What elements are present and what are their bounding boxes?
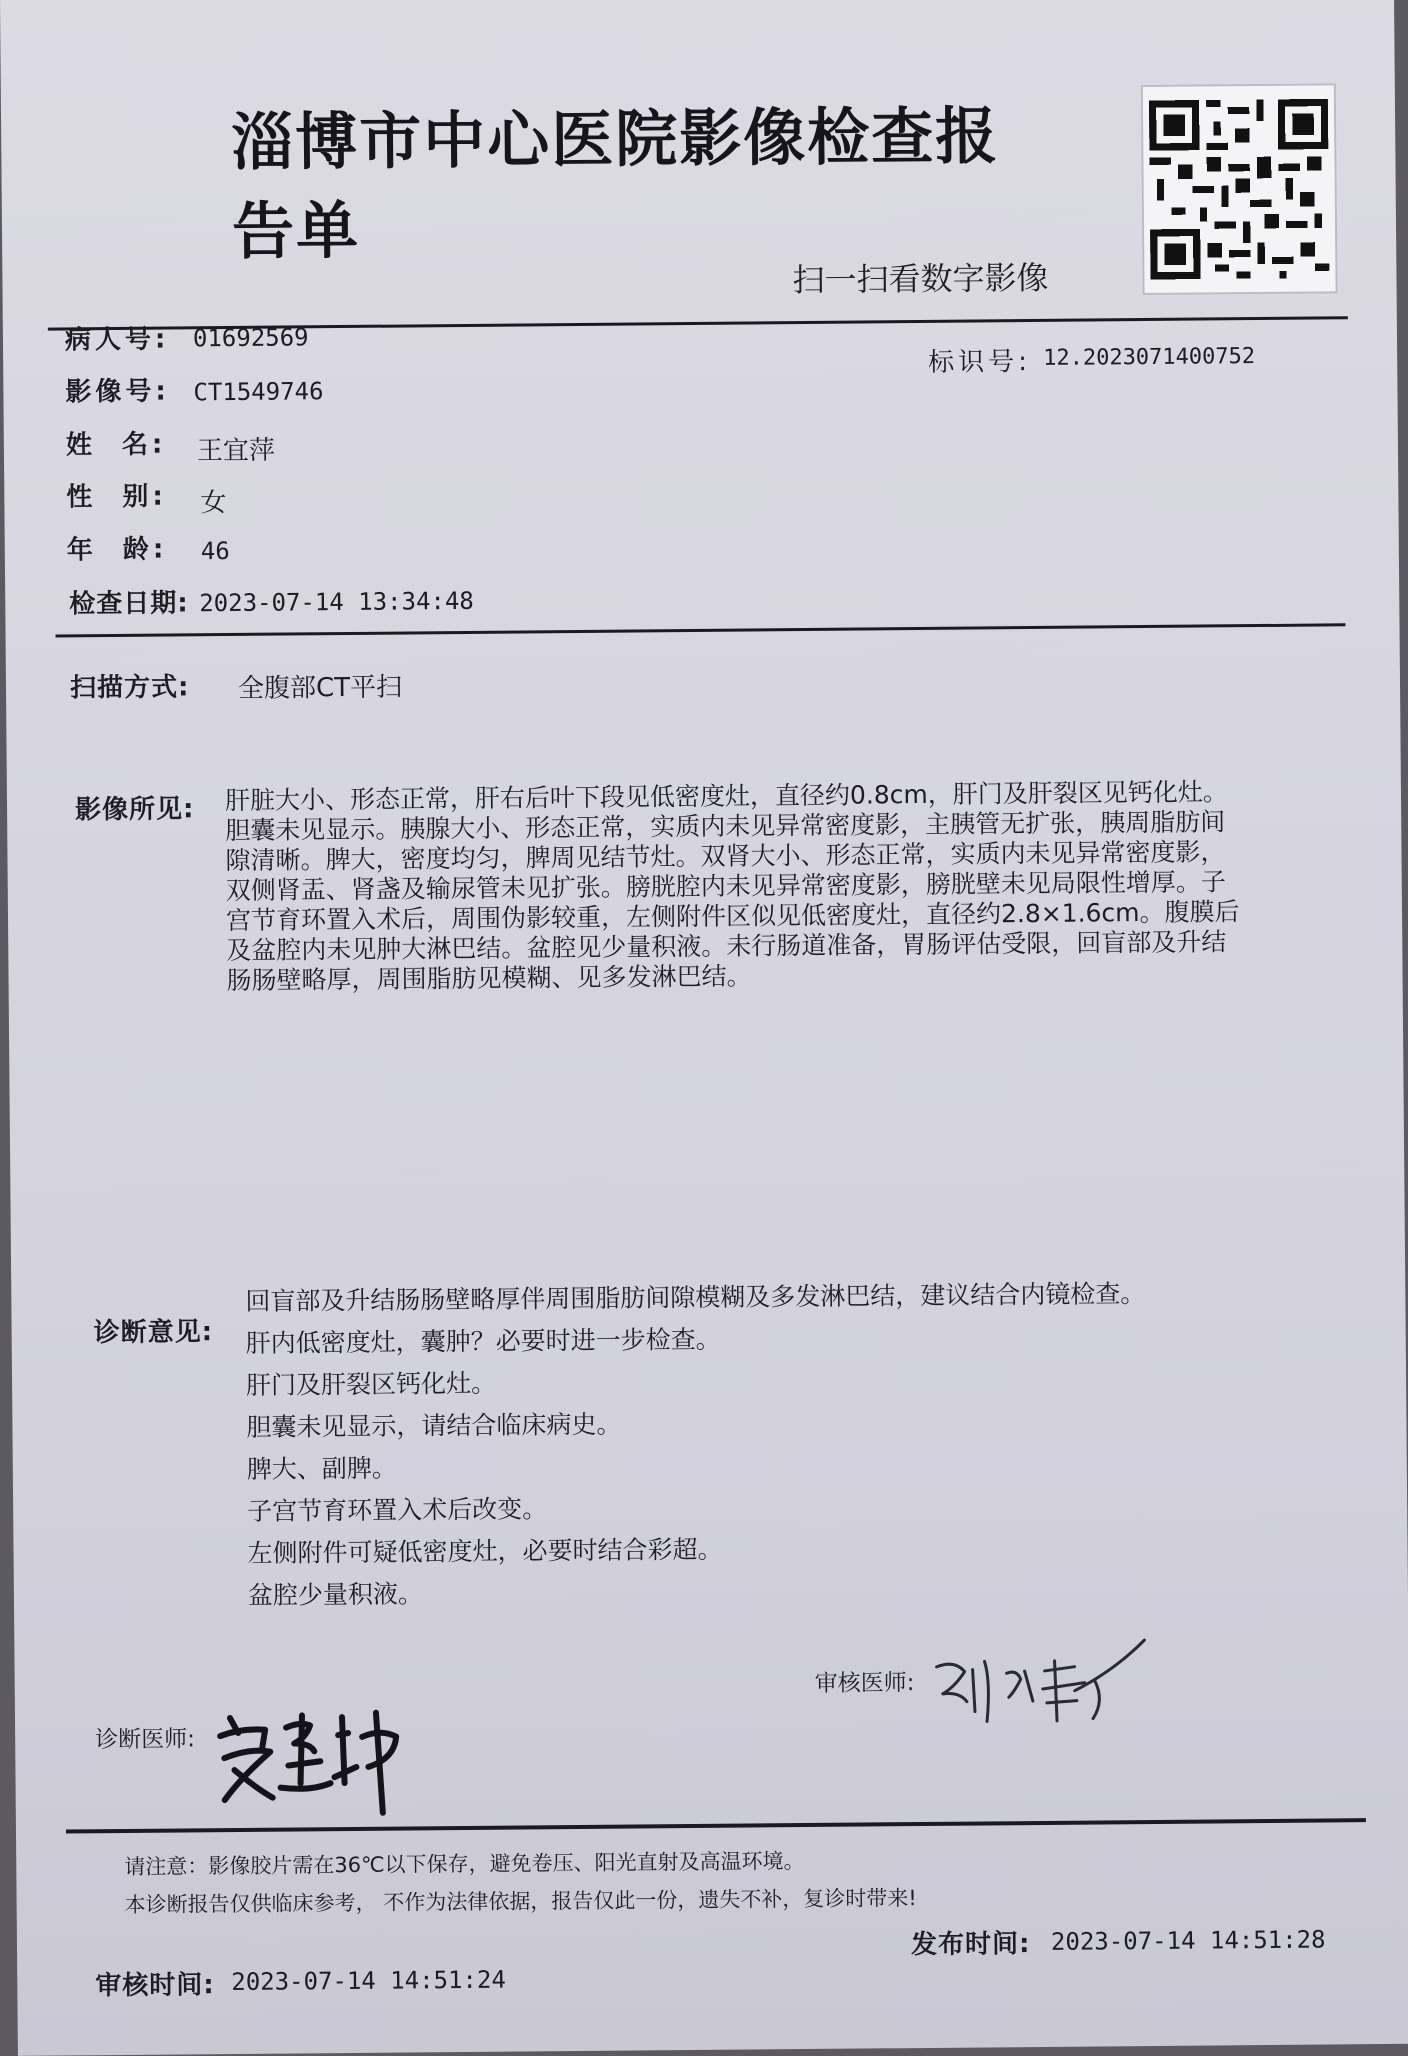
report-title: 淄博市中心医院影像检查报告单	[230, 99, 1000, 268]
diagnosis-line: 子宫节育环置入术后改变。	[247, 1494, 548, 1526]
diagnosis-line: 回盲部及升结肠肠壁略厚伴周围脂肪间隙模糊及多发淋巴结，建议结合内镜检查。	[245, 1279, 1146, 1316]
image-no-value: CT1549746	[193, 377, 324, 407]
name-label: 姓 名:	[65, 429, 167, 461]
diagnosis-line: 肝门及肝裂区钙化灶。	[245, 1368, 497, 1400]
qr-hint: 扫一扫看数字影像	[792, 258, 1049, 300]
findings-line: 肝脏大小、形态正常，肝右后叶下段见低密度灶，直径约0.8cm，肝门及肝裂区见钙化灶。	[224, 777, 1228, 816]
divider-middle	[56, 623, 1346, 637]
findings-label: 影像所见:	[74, 794, 195, 826]
review-time-label: 审核时间:	[95, 1970, 215, 2002]
findings-line: 及盆腔内未见肿大淋巴结。盆腔见少量积液。未行肠道准备，胃肠评估受限，回盲部及升结	[226, 927, 1227, 966]
exam-date-label: 检查日期:	[69, 588, 189, 620]
diagnosis-line: 胆囊未见显示，请结合临床病史。	[246, 1409, 622, 1442]
findings-line: 宫节育环置入术后，周围伪影较重，左侧附件区似见低密度灶，直径约2.8×1.6cm。腹膜后	[225, 897, 1240, 936]
scan-value: 全腹部CT平扫	[237, 672, 403, 704]
storage-note: 请注意：影像胶片需在36℃以下保存，避免卷压、阳光直射及高温环境。	[124, 1849, 805, 1879]
scan-label: 扫描方式:	[69, 672, 190, 704]
divider-bottom	[66, 1818, 1366, 1833]
reviewer-label: 审核医师:	[814, 1670, 915, 1697]
name-value: 王宜萍	[196, 435, 276, 467]
diagnosis-label: 诊断意见:	[93, 1317, 214, 1349]
diagnosis-text	[245, 1271, 1328, 1616]
patient-no-label: 病人号:	[64, 324, 170, 356]
reviewer-signature	[924, 1630, 1155, 1742]
findings-line: 胆囊未见显示。胰腺大小、形态正常，实质内未见异常密度影，主胰管无扩张，胰周脂肪间	[225, 807, 1226, 846]
publish-time-value: 2023-07-14 14:51:28	[1050, 1925, 1326, 1956]
diagnosis-line: 肝内低密度灶，囊肿？必要时进一步检查。	[245, 1324, 721, 1358]
qr-code-icon[interactable]	[1141, 83, 1338, 295]
sex-value: 女	[200, 488, 227, 519]
sex-label: 性 别:	[66, 481, 167, 513]
findings-line: 肠肠壁略厚，周围脂肪见模糊、见多发淋巴结。	[226, 961, 752, 996]
findings-line: 隙清晰。脾大，密度均匀，脾周见结节灶。双肾大小、形态正常，实质内未见异常密度影，	[225, 837, 1226, 876]
image-no-label: 影像号:	[65, 376, 170, 408]
id-label: 标识号:	[928, 347, 1032, 378]
disclaimer-note: 本诊断报告仅供临床参考， 不作为法律依据，报告仅此一份，遗失不补，复诊时带来!	[124, 1886, 917, 1917]
publish-time-label: 发布时间:	[910, 1929, 1031, 1961]
diagnostic-label: 诊断医师:	[95, 1726, 196, 1754]
age-label: 年 龄:	[66, 534, 168, 566]
exam-date-value: 2023-07-14 13:34:48	[199, 586, 474, 618]
age-value: 46	[200, 537, 230, 566]
findings-line: 双侧肾盂、肾盏及输尿管未见扩张。膀胱腔内未见异常密度影，膀胱壁未见局限性增厚。子	[225, 867, 1226, 906]
id-value: 12.2023071400752	[1043, 344, 1256, 371]
diagnostic-signature	[210, 1686, 431, 1818]
diagnosis-line: 盆腔少量积液。	[247, 1579, 424, 1610]
review-time-value: 2023-07-14 14:51:24	[231, 1965, 506, 1997]
patient-no-value: 01692569	[192, 323, 309, 353]
diagnosis-line: 左侧附件可疑低密度灶，必要时结合彩超。	[247, 1534, 723, 1568]
diagnosis-line: 脾大、副脾。	[246, 1453, 397, 1484]
findings-text	[225, 776, 1332, 996]
